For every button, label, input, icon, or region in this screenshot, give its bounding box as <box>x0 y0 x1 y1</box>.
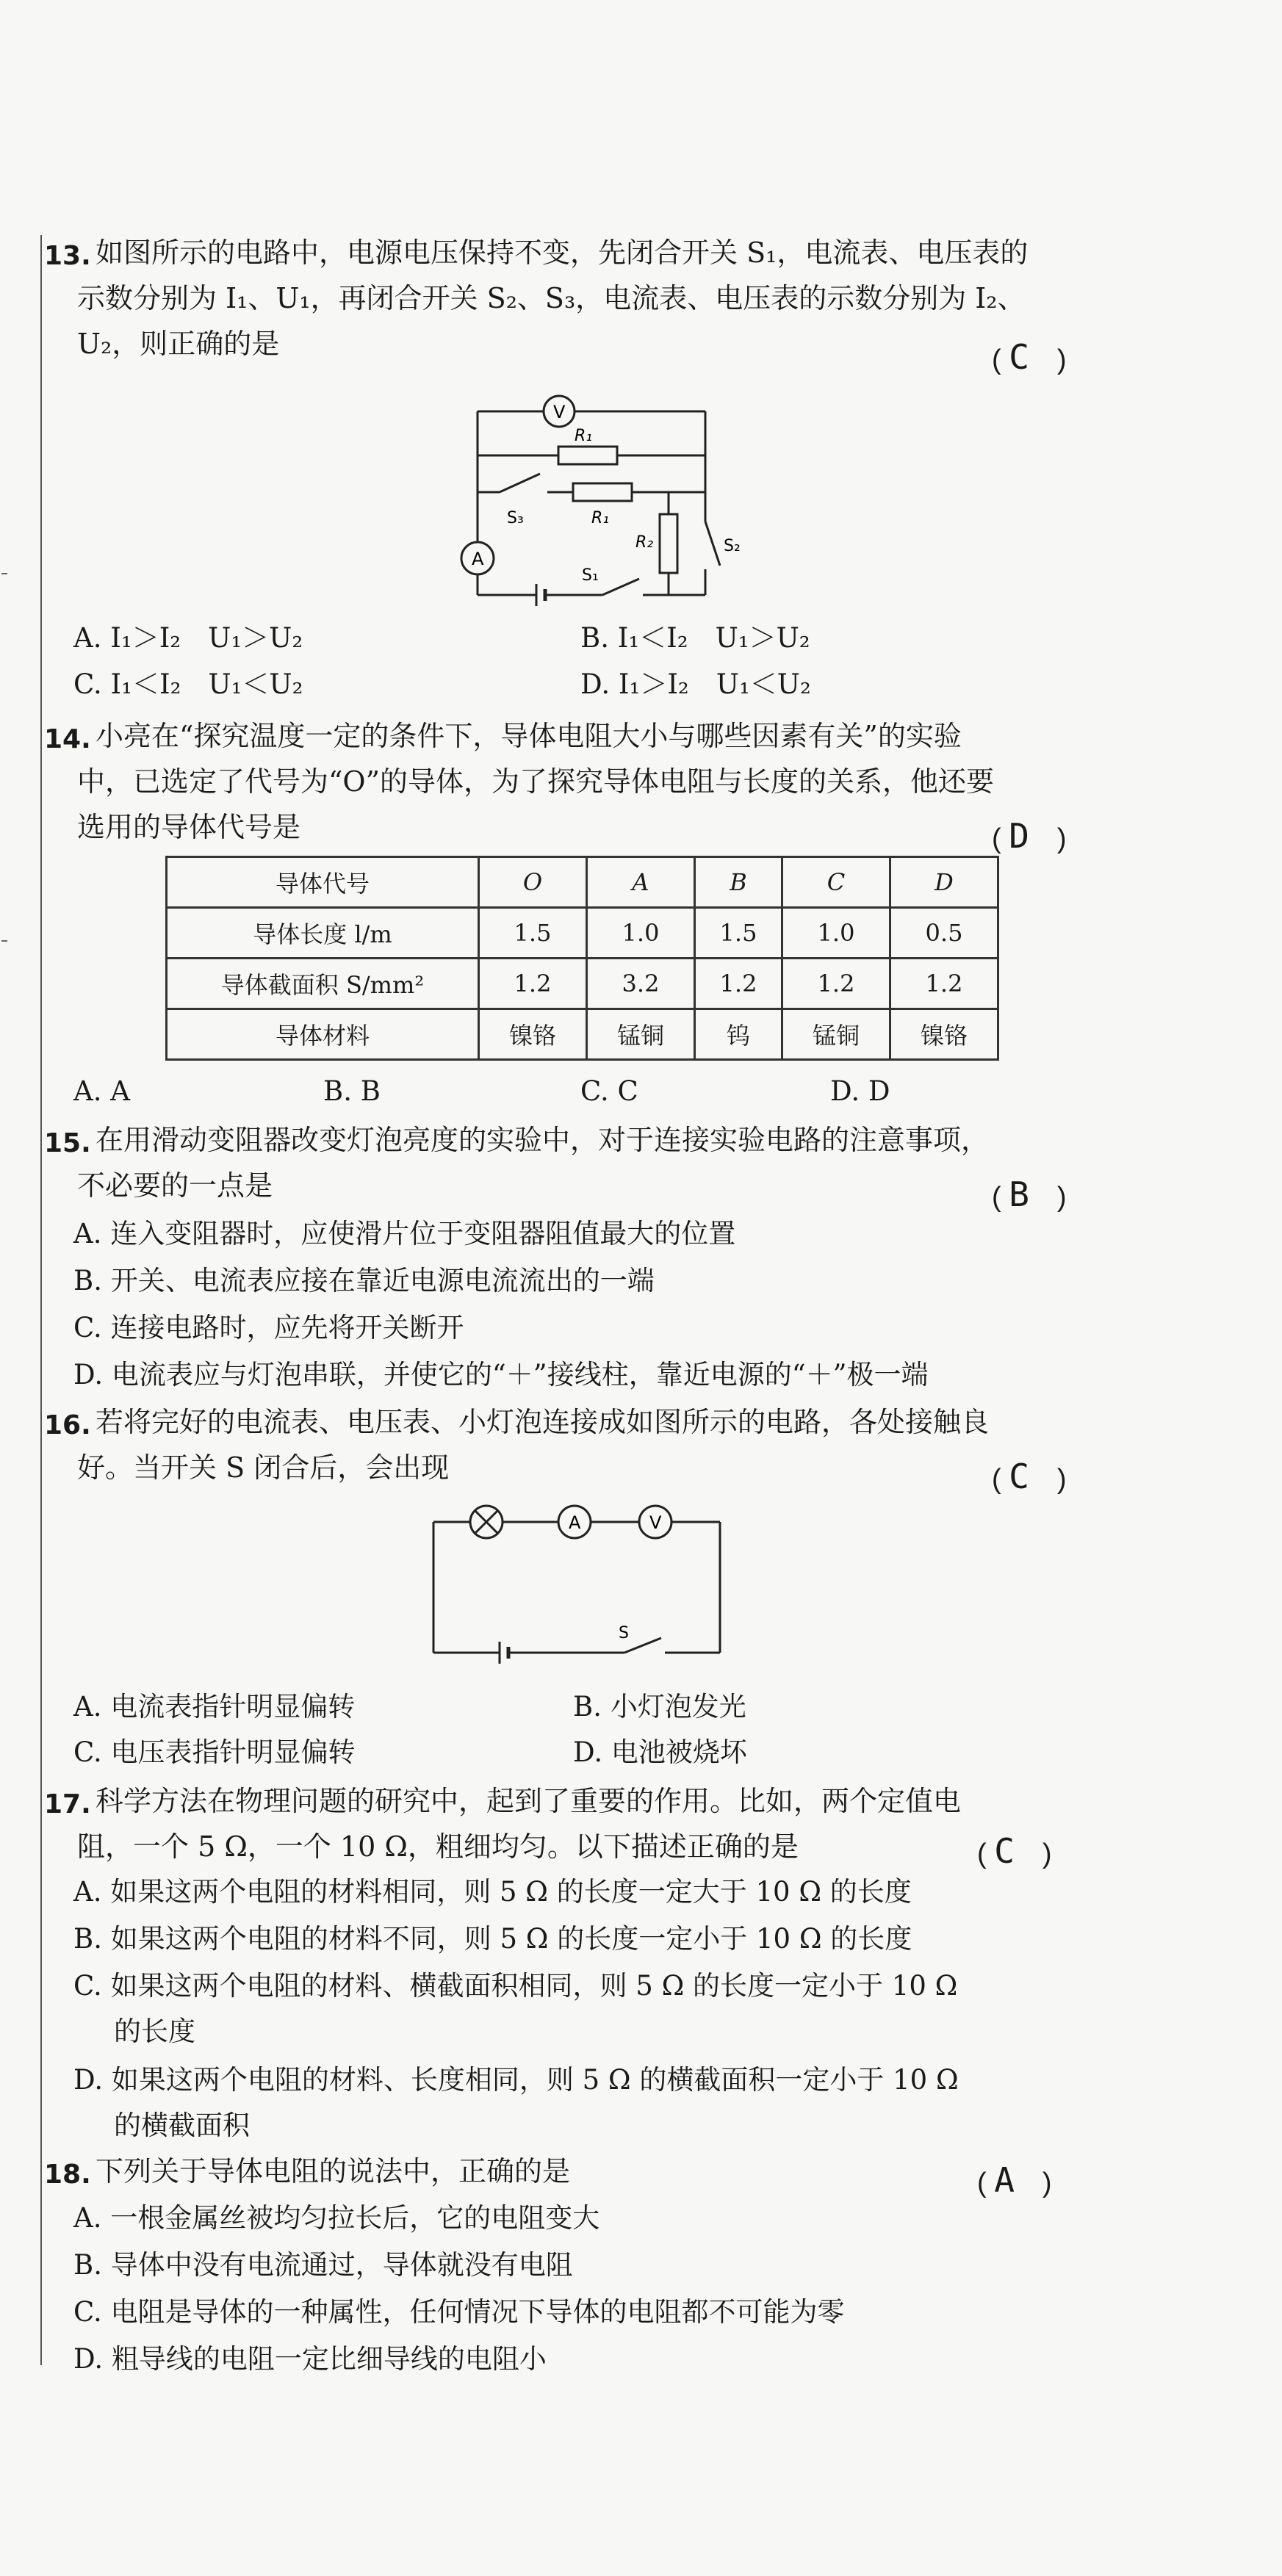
answer-bracket: ( A ) <box>977 2160 1052 2200</box>
table-row <box>167 959 998 1009</box>
option-d: D. 如果这两个电阻的材料、长度相同，则 5 Ω 的横截面积一定小于 10 Ω <box>73 2064 959 2096</box>
option-b: B. 导体中没有电流通过，导体就没有电阻 <box>73 2249 573 2281</box>
s1-label: S₁ <box>582 566 599 585</box>
question-text: 如图所示的电路中，电源电压保持不变，先闭合开关 S₁，电流表、电压表的 <box>96 237 1029 269</box>
option-c-cont: 的长度 <box>114 2016 195 2047</box>
answer-bracket: ( D ) <box>992 816 1067 856</box>
table-cell: A <box>586 857 694 908</box>
question-text: 阻，一个 5 Ω，一个 10 Ω，粗细均匀。以下描述正确的是 <box>77 1830 799 1863</box>
margin-mark <box>1 573 7 574</box>
answer-value: C <box>1009 1457 1029 1496</box>
option-b: B. 开关、电流表应接在靠近电源电流流出的一端 <box>73 1265 655 1296</box>
option-a: A. 如果这两个电阻的材料相同，则 5 Ω 的长度一定大于 10 Ω 的长度 <box>73 1876 912 1908</box>
question-number: 16. <box>44 1410 91 1440</box>
table-cell: 钨 <box>694 1009 782 1060</box>
answer-bracket: ( C ) <box>992 1457 1067 1496</box>
option-d: D. D <box>830 1075 890 1107</box>
table-cell: 锰铜 <box>782 1009 890 1060</box>
question-text: 小亮在“探究温度一定的条件下，导体电阻大小与哪些因素有关”的实验 <box>96 720 962 752</box>
answer-bracket: ( C ) <box>992 337 1067 377</box>
table-cell: 1.2 <box>479 959 587 1009</box>
question-text: 选用的导体代号是 <box>77 811 301 843</box>
option-d: D. 粗导线的电阻一定比细导线的电阻小 <box>73 2343 547 2375</box>
margin-line <box>40 235 42 2365</box>
r1-mid-label: R₁ <box>591 509 610 527</box>
s2-label: S₂ <box>724 537 741 555</box>
table-row <box>167 1009 998 1060</box>
table-cell: 导体代号 <box>167 857 479 908</box>
conductor-table <box>165 856 999 1061</box>
answer-value: C <box>994 1831 1015 1871</box>
answer-bracket: ( B ) <box>992 1175 1067 1214</box>
answer-value: D <box>1009 816 1029 856</box>
question-text: 中，已选定了代号为“O”的导体，为了探究导体电阻与长度的关系，他还要 <box>77 765 995 798</box>
option-a: A. 一根金属丝被均匀拉长后，它的电阻变大 <box>73 2202 600 2234</box>
table-cell: B <box>694 857 782 908</box>
table-cell: 1.0 <box>586 908 694 959</box>
table-cell: D <box>890 857 998 908</box>
table-cell: 锰铜 <box>586 1009 694 1060</box>
voltmeter-label: V <box>553 402 566 422</box>
s3-label: S₃ <box>507 509 524 527</box>
option-a: A. A <box>73 1075 130 1107</box>
table-cell: C <box>782 857 890 908</box>
option-b: B. 如果这两个电阻的材料不同，则 5 Ω 的长度一定小于 10 Ω 的长度 <box>73 1923 912 1955</box>
option-a: A. I₁＞I₂ U₁＞U₂ <box>73 622 303 654</box>
option-c: C. 连接电路时，应先将开关断开 <box>73 1312 464 1343</box>
voltmeter-label: V <box>649 1512 662 1533</box>
circuit-diagram-16 <box>426 1498 735 1667</box>
table-cell: 导体材料 <box>167 1009 479 1060</box>
question-number: 18. <box>44 2160 91 2190</box>
table-cell: 1.5 <box>694 908 782 959</box>
option-a: A. 连入变阻器时，应使滑片位于变阻器阻值最大的位置 <box>73 1218 736 1249</box>
table-cell: 镍铬 <box>479 1009 587 1060</box>
option-d-cont: 的横截面积 <box>114 2110 250 2141</box>
table-cell: 镍铬 <box>890 1009 998 1060</box>
question-number: 17. <box>44 1789 91 1819</box>
question-text: 好。当开关 S 闭合后，会出现 <box>77 1451 450 1484</box>
option-c: C. 电阻是导体的一种属性，任何情况下导体的电阻都不可能为零 <box>73 2296 845 2328</box>
option-a: A. 电流表指针明显偏转 <box>73 1691 356 1722</box>
option-c: C. C <box>580 1075 638 1107</box>
option-d: D. 电池被烧坏 <box>573 1736 747 1768</box>
answer-bracket: ( C ) <box>977 1831 1052 1871</box>
question-text: 科学方法在物理问题的研究中，起到了重要的作用。比如，两个定值电 <box>96 1785 962 1817</box>
circuit-diagram-13 <box>411 382 779 617</box>
table-cell: 1.2 <box>890 959 998 1009</box>
question-text: 若将完好的电流表、电压表、小灯泡连接成如图所示的电路，各处接触良 <box>96 1406 990 1438</box>
question-text: 不必要的一点是 <box>77 1169 273 1202</box>
question-text: 示数分别为 I₁、U₁，再闭合开关 S₂、S₃，电流表、电压表的示数分别为 I₂、 <box>77 282 1026 314</box>
question-text: U₂，则正确的是 <box>77 328 280 360</box>
table-cell: 0.5 <box>890 908 998 959</box>
option-d: D. I₁＞I₂ U₁＜U₂ <box>580 668 811 700</box>
question-number: 14. <box>44 724 91 754</box>
question-text: 在用滑动变阻器改变灯泡亮度的实验中，对于连接实验电路的注意事项， <box>96 1124 990 1156</box>
table-cell: 1.5 <box>479 908 587 959</box>
table-cell: 导体长度 l/m <box>167 908 479 959</box>
question-number: 13. <box>44 241 91 271</box>
table-cell: 1.2 <box>782 959 890 1009</box>
answer-value: B <box>1009 1175 1029 1214</box>
option-c: C. 电压表指针明显偏转 <box>73 1736 356 1768</box>
table-cell: 导体截面积 S/mm² <box>167 959 479 1009</box>
r2-label: R₂ <box>635 533 654 552</box>
table-row <box>167 857 998 908</box>
table-cell: 1.0 <box>782 908 890 959</box>
answer-value: C <box>1009 337 1029 377</box>
option-c: C. I₁＜I₂ U₁＜U₂ <box>73 668 303 700</box>
ammeter-label: A <box>569 1512 581 1533</box>
table-cell: O <box>479 857 587 908</box>
margin-mark <box>1 940 7 942</box>
question-number: 15. <box>44 1128 91 1158</box>
table-row <box>167 908 998 959</box>
ammeter-label: A <box>472 549 484 569</box>
option-d: D. 电流表应与灯泡串联，并使它的“＋”接线柱，靠近电源的“＋”极一端 <box>73 1359 929 1390</box>
option-b: B. B <box>323 1075 381 1107</box>
option-b: B. I₁＜I₂ U₁＞U₂ <box>580 622 810 654</box>
option-c: C. 如果这两个电阻的材料、横截面积相同，则 5 Ω 的长度一定小于 10 Ω <box>73 1970 958 2002</box>
r1-top-label: R₁ <box>575 427 593 445</box>
table-cell: 1.2 <box>694 959 782 1009</box>
table-cell: 3.2 <box>586 959 694 1009</box>
switch-label: S <box>619 1624 629 1642</box>
answer-value: A <box>994 2160 1015 2200</box>
question-text: 下列关于导体电阻的说法中，正确的是 <box>96 2155 571 2187</box>
option-b: B. 小灯泡发光 <box>573 1691 746 1722</box>
